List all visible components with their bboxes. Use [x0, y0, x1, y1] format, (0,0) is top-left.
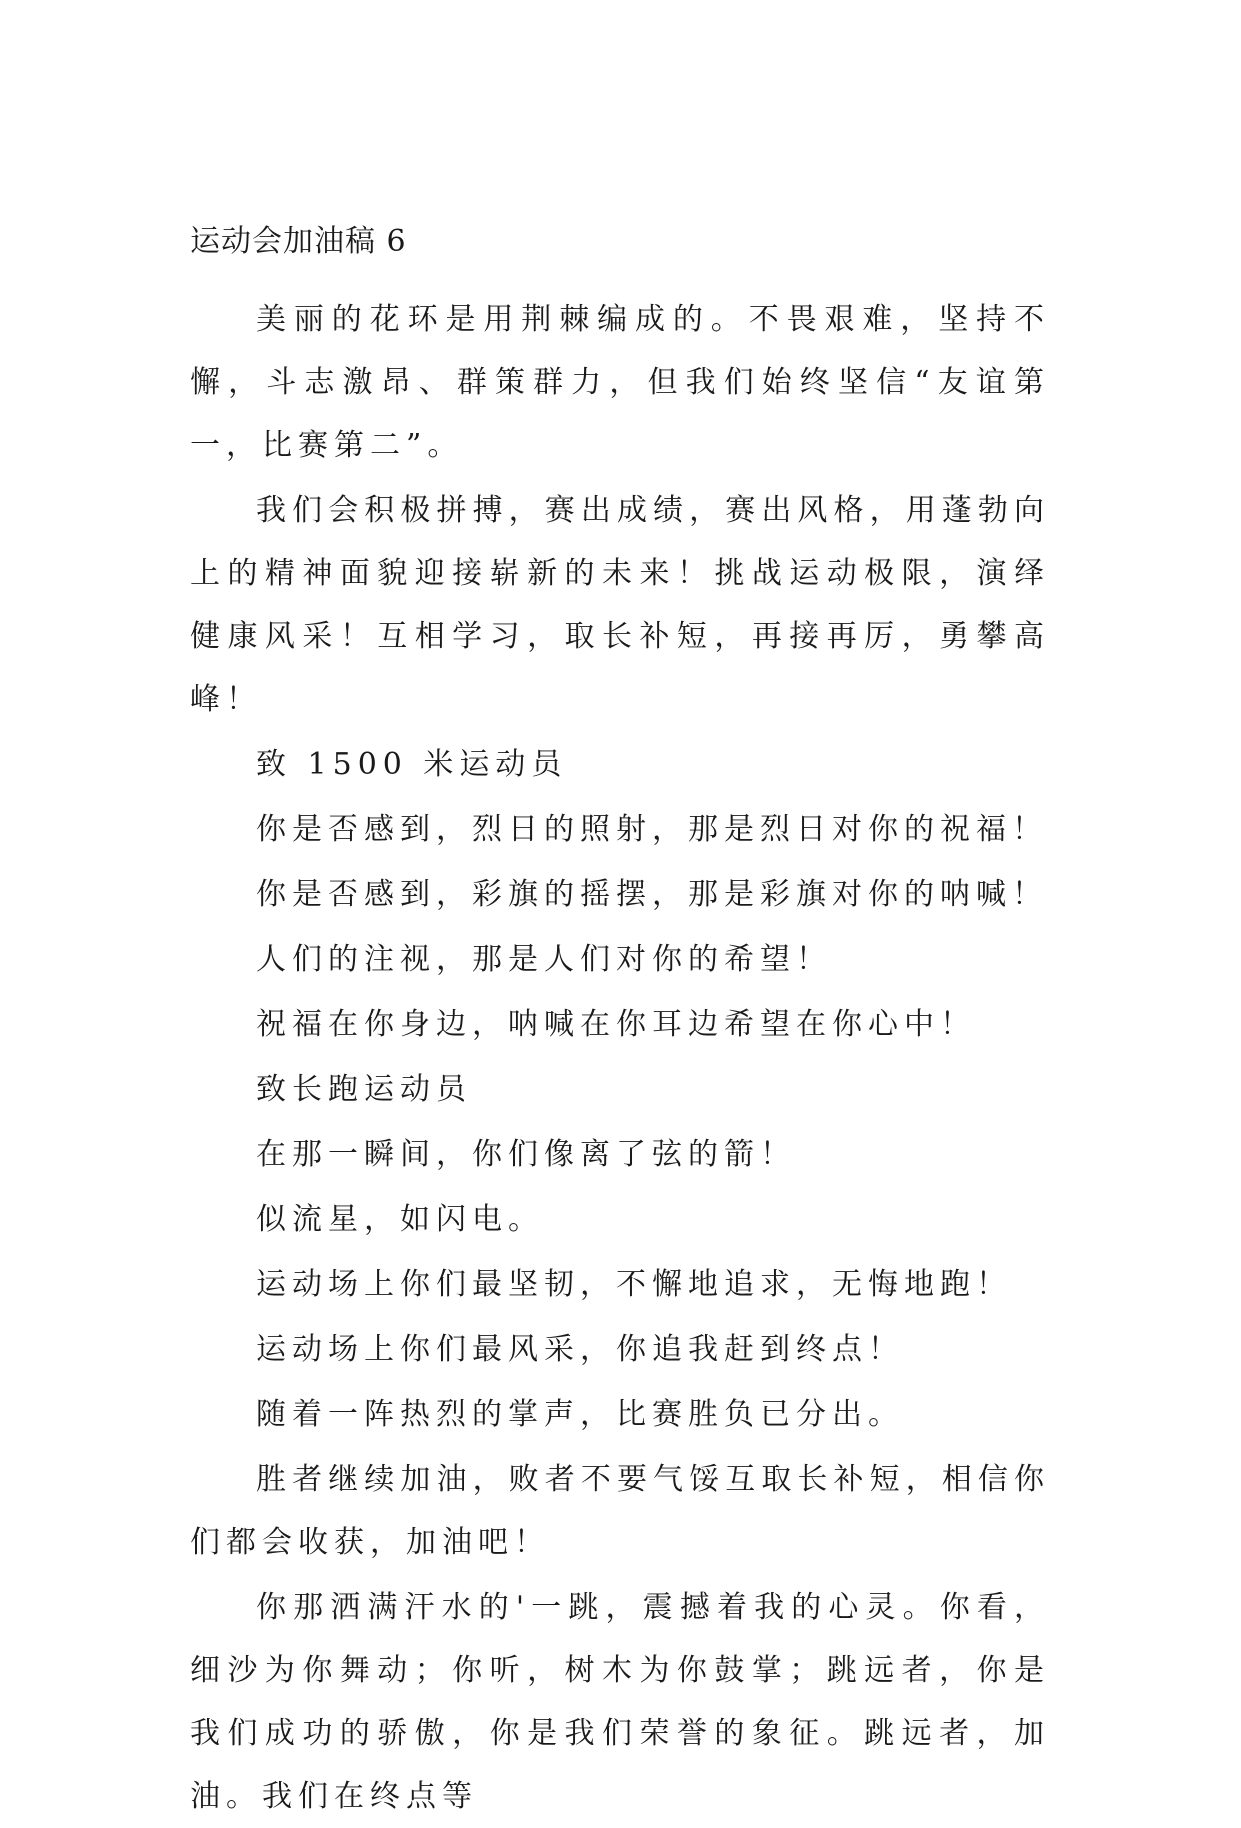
- paragraph: 你那洒满汗水的'一跳，震撼着我的心灵。你看，细沙为你舞动；你听，树木为你鼓掌；跳远者，你是我们成功的骄傲，你是我们荣誉的象征。跳远者，加油。我们在终点等: [190, 1590, 1050, 1814]
- paragraph: 胜者继续加油，败者不要气馁互取长补短，相信你们都会收获，加油吧！: [190, 1462, 1050, 1560]
- paragraph: 美丽的花环是用荆棘编成的。不畏艰难，坚持不懈，斗志激昂、群策群力，但我们始终坚信“友谊第一，比赛第二”。: [190, 302, 1050, 463]
- paragraph: 人们的注视，那是人们对你的希望！: [256, 942, 832, 977]
- paragraph: 我们会积极拼搏，赛出成绩，赛出风格，用蓬勃向上的精神面貌迎接崭新的未来！挑战运动极限，演绎健康风采！互相学习，取长补短，再接再厉，勇攀高峰！: [190, 493, 1050, 717]
- paragraph: 随着一阵热烈的掌声，比赛胜负已分出。: [256, 1397, 904, 1432]
- document-title: 运动会加油稿 6: [190, 224, 407, 259]
- paragraph: 运动场上你们最风采，你追我赶到终点！: [256, 1332, 904, 1367]
- paragraph: 致长跑运动员: [256, 1072, 472, 1107]
- paragraph: 你是否感到，烈日的照射，那是烈日对你的祝福！: [256, 812, 1048, 847]
- paragraph: 祝福在你身边，呐喊在你耳边希望在你心中！: [256, 1007, 976, 1042]
- document-page: [190, 222, 1050, 1828]
- paragraph: 致 1500 米运动员: [256, 747, 568, 782]
- paragraph: 似流星，如闪电。: [256, 1202, 544, 1237]
- paragraph: 在那一瞬间，你们像离了弦的箭！: [256, 1137, 796, 1172]
- paragraph: 运动场上你们最坚韧，不懈地追求，无悔地跑！: [256, 1267, 1012, 1302]
- paragraph: 你是否感到，彩旗的摇摆，那是彩旗对你的呐喊！: [256, 877, 1048, 912]
